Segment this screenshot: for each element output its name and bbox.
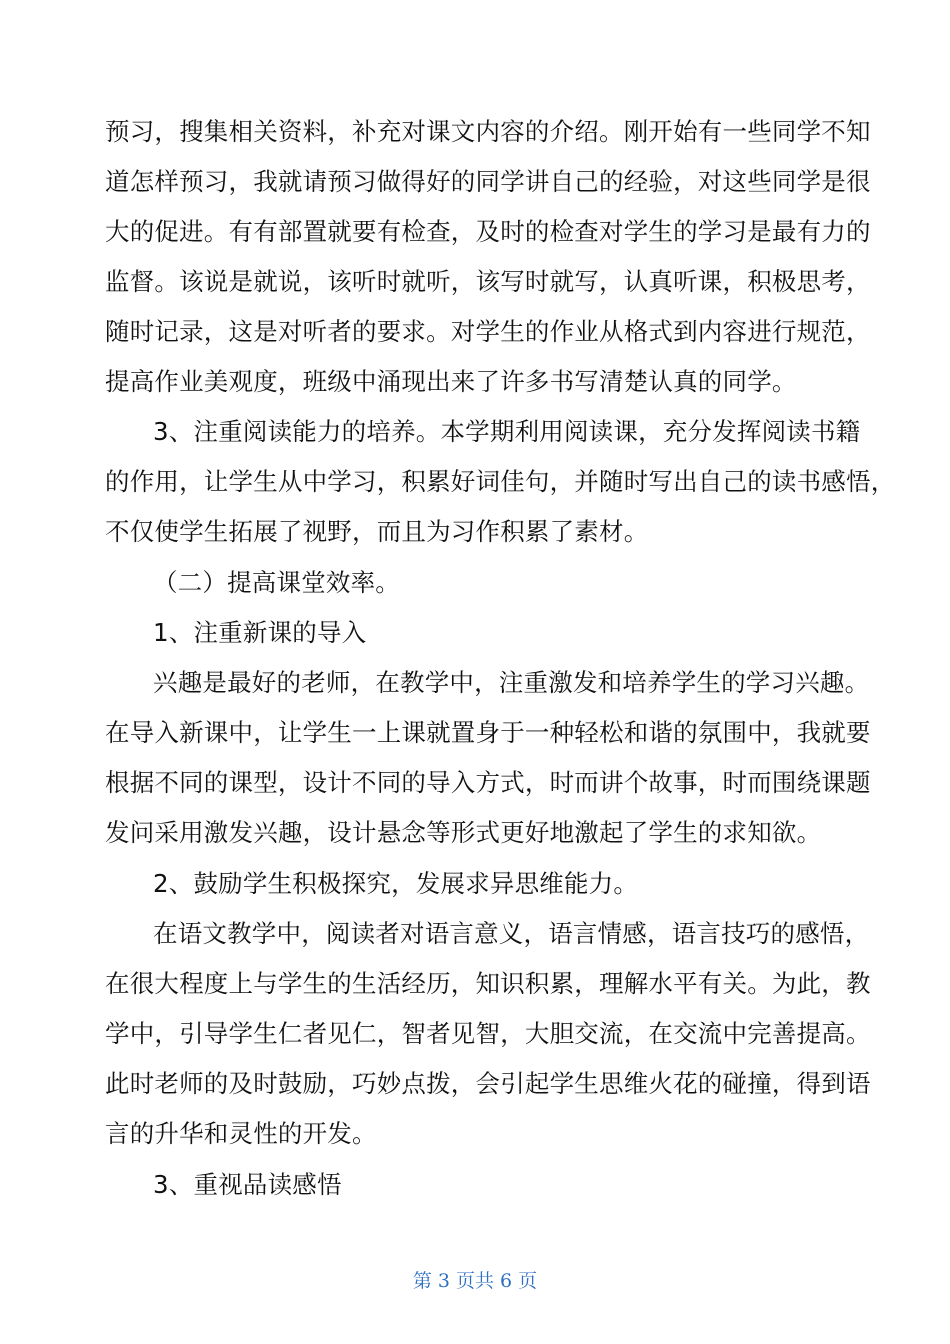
paragraph-line: 在导入新课中，让学生一上课就置身于一种轻松和谐的氛围中，我就要 [105, 718, 871, 747]
paragraph-line: 道怎样预习，我就请预习做得好的同学讲自己的经验，对这些同学是很 [105, 167, 871, 196]
paragraph-line: 监督。该说是就说，该听时就听，该写时就写，认真听课，积极思考， [105, 267, 871, 296]
subsection-heading: 1、注重新课的导入 [153, 618, 367, 647]
paragraph-line: 兴趣是最好的老师，在教学中，注重激发和培养学生的学习兴趣。 [153, 668, 870, 697]
paragraph-line: 3、注重阅读能力的培养。本学期利用阅读课，充分发挥阅读书籍 [153, 417, 861, 446]
subsection-heading: 2、鼓励学生积极探究，发展求异思维能力。 [153, 869, 639, 898]
paragraph-line: 此时老师的及时鼓励，巧妙点拨，会引起学生思维火花的碰撞，得到语 [105, 1069, 871, 1098]
paragraph-line: 预习，搜集相关资料，补充对课文内容的介绍。刚开始有一些同学不知 [105, 117, 871, 146]
paragraph-line: 根据不同的课型，设计不同的导入方式，时而讲个故事，时而围绕课题 [105, 768, 871, 797]
paragraph-line: 学中，引导学生仁者见仁，智者见智，大胆交流，在交流中完善提高。 [105, 1019, 871, 1048]
paragraph-line: 随时记录，这是对听者的要求。对学生的作业从格式到内容进行规范， [105, 317, 871, 346]
page-number: 第 3 页共 6 页 [412, 1270, 538, 1292]
section-heading: （二）提高课堂效率。 [153, 568, 400, 597]
paragraph-line: 在很大程度上与学生的生活经历，知识积累，理解水平有关。为此，教 [105, 969, 871, 998]
paragraph-line: 言的升华和灵性的开发。 [105, 1119, 377, 1148]
paragraph-line: 的作用，让学生从中学习，积累好词佳句，并随时写出自己的读书感悟， [105, 467, 896, 496]
paragraph-line: 发问采用激发兴趣，设计悬念等形式更好地激起了学生的求知欲。 [105, 818, 822, 847]
subsection-heading: 3、重视品读感悟 [153, 1170, 342, 1199]
paragraph-line: 提高作业美观度，班级中涌现出来了许多书写清楚认真的同学。 [105, 367, 797, 396]
paragraph-line: 在语文教学中，阅读者对语言意义，语言情感，语言技巧的感悟， [153, 919, 870, 948]
paragraph-line: 大的促进。有有部置就要有检查，及时的检查对学生的学习是最有力的 [105, 217, 871, 246]
paragraph-line: 不仅使学生拓展了视野，而且为习作积累了素材。 [105, 517, 649, 546]
